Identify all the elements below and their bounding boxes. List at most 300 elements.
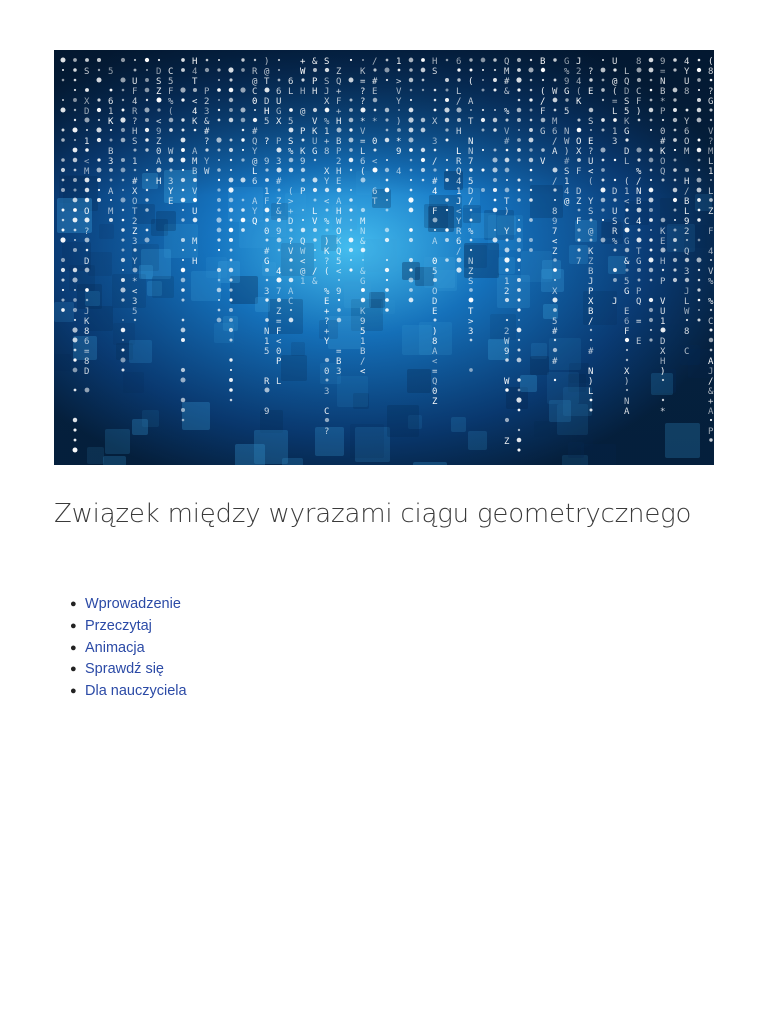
svg-text:#: # <box>252 127 258 137</box>
svg-text:V: V <box>708 267 714 277</box>
svg-text:<: < <box>276 337 282 347</box>
svg-text:S: S <box>468 277 474 287</box>
svg-text:P: P <box>276 357 282 367</box>
svg-text:Q: Q <box>660 167 666 177</box>
svg-text:9: 9 <box>336 287 342 297</box>
svg-text:2: 2 <box>504 327 510 337</box>
svg-text:N: N <box>564 127 570 137</box>
svg-text:+: + <box>708 397 714 407</box>
svg-text:4: 4 <box>192 67 198 77</box>
svg-text:*: * <box>132 277 138 287</box>
svg-text:B: B <box>336 357 342 367</box>
svg-text:#: # <box>264 247 270 257</box>
svg-text:B: B <box>588 267 594 277</box>
svg-text:?: ? <box>324 427 330 437</box>
svg-text:D: D <box>288 217 294 227</box>
svg-text:A: A <box>432 237 438 247</box>
svg-text:(: ( <box>588 177 594 187</box>
svg-text:X: X <box>576 147 582 157</box>
svg-text:U: U <box>132 77 138 87</box>
svg-text:/: / <box>360 357 366 367</box>
svg-text:U: U <box>588 157 594 167</box>
svg-text:O: O <box>132 197 138 207</box>
svg-text:A: A <box>156 157 162 167</box>
svg-text:K: K <box>300 147 306 157</box>
svg-text:3: 3 <box>132 297 138 307</box>
svg-text:Z: Z <box>432 397 438 407</box>
svg-text:E: E <box>660 237 666 247</box>
svg-text:=: = <box>84 347 90 357</box>
svg-text:1: 1 <box>300 277 306 287</box>
svg-text:?: ? <box>708 87 714 97</box>
svg-text:&: & <box>708 387 714 397</box>
svg-text:H: H <box>660 357 666 367</box>
table-of-contents <box>54 594 187 703</box>
svg-text:R: R <box>132 107 138 117</box>
svg-text:=: = <box>612 97 618 107</box>
svg-text:N: N <box>468 137 474 147</box>
svg-text:0: 0 <box>432 387 438 397</box>
svg-text:): ) <box>324 237 330 247</box>
svg-text:T: T <box>264 77 270 87</box>
svg-text:=: = <box>276 317 282 327</box>
svg-text:9: 9 <box>360 317 366 327</box>
svg-text:8: 8 <box>432 337 438 347</box>
svg-text:#: # <box>552 357 558 367</box>
svg-text:<: < <box>132 287 138 297</box>
svg-text:U: U <box>312 137 318 147</box>
svg-text:K: K <box>588 247 594 257</box>
svg-text:N: N <box>624 397 630 407</box>
svg-text:C: C <box>252 87 258 97</box>
svg-text:%: % <box>708 297 714 307</box>
svg-text:%: % <box>168 97 174 107</box>
svg-text:): ) <box>432 327 438 337</box>
svg-text:>: > <box>396 77 402 87</box>
svg-text:Q: Q <box>684 247 690 257</box>
svg-text:/: / <box>468 197 474 207</box>
svg-text:&: & <box>312 57 318 67</box>
svg-text:P: P <box>336 147 342 157</box>
svg-text:P: P <box>708 427 714 437</box>
svg-text:T: T <box>372 197 378 207</box>
svg-text:<: < <box>372 157 378 167</box>
svg-text:=: = <box>360 77 366 87</box>
svg-text:1: 1 <box>660 317 666 327</box>
svg-text:H: H <box>456 127 462 137</box>
svg-text:=: = <box>636 317 642 327</box>
svg-text:X: X <box>624 367 630 377</box>
svg-text:W: W <box>552 87 558 97</box>
svg-text:1: 1 <box>564 177 570 187</box>
toc-link-przeczytaj[interactable]: Przeczytaj <box>85 617 152 634</box>
svg-text:B: B <box>684 197 690 207</box>
svg-text:8: 8 <box>324 147 330 157</box>
svg-text:): ) <box>636 107 642 117</box>
svg-text:%: % <box>324 217 330 227</box>
svg-text:<: < <box>360 367 366 377</box>
svg-text:+: + <box>288 207 294 217</box>
svg-text:M: M <box>84 167 90 177</box>
hero-image <box>54 50 714 465</box>
svg-text:(: ( <box>468 77 474 87</box>
svg-text:M: M <box>108 207 114 217</box>
svg-text:3: 3 <box>432 137 438 147</box>
svg-text:Q: Q <box>456 167 462 177</box>
svg-text:9: 9 <box>264 407 270 417</box>
svg-text:H: H <box>432 57 438 67</box>
svg-text:9: 9 <box>660 57 666 67</box>
svg-text:R: R <box>252 67 258 77</box>
svg-text:O: O <box>576 137 582 147</box>
svg-text:6: 6 <box>288 77 294 87</box>
svg-text:B: B <box>636 197 642 207</box>
svg-text:6: 6 <box>276 87 282 97</box>
svg-text:X: X <box>276 117 282 127</box>
svg-text:X: X <box>660 347 666 357</box>
svg-text:A: A <box>708 357 714 367</box>
svg-text:%: % <box>324 287 330 297</box>
svg-text:5: 5 <box>168 77 174 87</box>
svg-text:K: K <box>660 227 666 237</box>
svg-text:V: V <box>288 247 294 257</box>
svg-text:T: T <box>132 207 138 217</box>
svg-text:S: S <box>324 77 330 87</box>
svg-text:(: ( <box>708 57 714 67</box>
svg-text:?: ? <box>588 147 594 157</box>
svg-text:1: 1 <box>324 127 330 137</box>
svg-text:L: L <box>684 297 690 307</box>
svg-text:J: J <box>84 307 90 317</box>
svg-text:?: ? <box>264 137 270 147</box>
toc-link-animacja[interactable]: Animacja <box>85 639 145 656</box>
svg-text:9: 9 <box>396 147 402 157</box>
svg-text:#: # <box>132 177 138 187</box>
svg-text:K: K <box>324 247 330 257</box>
svg-text:6: 6 <box>252 177 258 187</box>
svg-text:8: 8 <box>636 57 642 67</box>
svg-text:1: 1 <box>264 187 270 197</box>
svg-text:E: E <box>336 177 342 187</box>
svg-text:Y: Y <box>504 227 510 237</box>
svg-text:M: M <box>504 67 510 77</box>
svg-text:3: 3 <box>132 237 138 247</box>
svg-text:1: 1 <box>108 107 114 117</box>
svg-text:T: T <box>468 307 474 317</box>
svg-text:6: 6 <box>684 127 690 137</box>
svg-text:8: 8 <box>552 207 558 217</box>
svg-text:E: E <box>168 197 174 207</box>
svg-text:+: + <box>336 107 342 117</box>
svg-text:6: 6 <box>624 317 630 327</box>
svg-text:Z: Z <box>132 227 138 237</box>
svg-text:%: % <box>636 167 642 177</box>
svg-text:B: B <box>360 347 366 357</box>
svg-text:=: = <box>660 67 666 77</box>
svg-text:S: S <box>156 77 162 87</box>
svg-text:H: H <box>336 207 342 217</box>
svg-text:K: K <box>84 317 90 327</box>
bullet-icon: ● <box>70 619 77 632</box>
svg-text:?: ? <box>132 117 138 127</box>
svg-text:(: ( <box>288 187 294 197</box>
svg-text:1: 1 <box>84 137 90 147</box>
page-title: Związek między wyrazami ciągu geometrycznego <box>54 499 692 529</box>
svg-text:): ) <box>504 207 510 217</box>
svg-text:S: S <box>588 207 594 217</box>
svg-text:4: 4 <box>564 187 570 197</box>
svg-text:D: D <box>156 67 162 77</box>
svg-text:O: O <box>336 227 342 237</box>
svg-text:8: 8 <box>708 67 714 77</box>
svg-text:C: C <box>324 407 330 417</box>
svg-text:%: % <box>564 67 570 77</box>
svg-text:R: R <box>456 227 462 237</box>
svg-text:L: L <box>456 87 462 97</box>
svg-text:L: L <box>312 207 318 217</box>
svg-text:): ) <box>264 57 270 67</box>
svg-text:G: G <box>624 127 630 137</box>
svg-text:/: / <box>540 97 546 107</box>
svg-text:L: L <box>612 107 618 117</box>
svg-text:J: J <box>612 297 618 307</box>
svg-text:B: B <box>588 307 594 317</box>
toc-item-przeczytaj <box>70 616 187 638</box>
svg-text:N: N <box>264 327 270 337</box>
svg-text:S: S <box>624 97 630 107</box>
svg-text:E: E <box>636 337 642 347</box>
svg-text:Q: Q <box>252 137 258 147</box>
svg-text:S: S <box>612 217 618 227</box>
svg-text:4: 4 <box>192 107 198 117</box>
svg-text:M: M <box>192 157 198 167</box>
svg-text:9: 9 <box>300 157 306 167</box>
svg-text:B: B <box>336 137 342 147</box>
svg-text:<: < <box>336 267 342 277</box>
svg-text:0: 0 <box>264 227 270 237</box>
svg-text:D: D <box>624 147 630 157</box>
svg-text:P: P <box>312 77 318 87</box>
svg-text:F: F <box>708 227 714 237</box>
svg-text:W: W <box>168 147 174 157</box>
svg-text:B: B <box>660 87 666 97</box>
svg-text:#: # <box>504 77 510 87</box>
svg-text:Q: Q <box>624 77 630 87</box>
svg-text:0: 0 <box>372 137 378 147</box>
svg-text:D: D <box>264 97 270 107</box>
svg-text:#: # <box>372 77 378 87</box>
svg-text:M: M <box>192 237 198 247</box>
svg-text:Y: Y <box>396 97 402 107</box>
svg-text:?: ? <box>204 137 210 147</box>
svg-text:H: H <box>300 87 306 97</box>
svg-text:E: E <box>624 307 630 317</box>
toc-link-sprawdz-sie[interactable]: Sprawdź się <box>85 661 164 678</box>
svg-text:*: * <box>360 117 366 127</box>
svg-text:?: ? <box>324 317 330 327</box>
svg-text:2: 2 <box>204 97 210 107</box>
svg-text:/: / <box>684 187 690 197</box>
svg-text:L: L <box>624 67 630 77</box>
svg-text:(: ( <box>324 267 330 277</box>
svg-text:Q: Q <box>432 377 438 387</box>
svg-text:N: N <box>636 187 642 197</box>
svg-text:@: @ <box>252 77 258 87</box>
svg-text:#: # <box>564 157 570 167</box>
svg-text:?: ? <box>708 137 714 147</box>
svg-text:E: E <box>372 87 378 97</box>
svg-text:Q: Q <box>636 297 642 307</box>
svg-text:Q: Q <box>336 77 342 87</box>
svg-text:G: G <box>636 257 642 267</box>
svg-text:0: 0 <box>156 147 162 157</box>
svg-text:L: L <box>360 147 366 157</box>
svg-text:2: 2 <box>336 157 342 167</box>
svg-text:X: X <box>324 167 330 177</box>
svg-text:V: V <box>396 87 402 97</box>
svg-text:4: 4 <box>684 57 690 67</box>
svg-text:X: X <box>588 297 594 307</box>
svg-text:@: @ <box>300 107 306 117</box>
svg-text:(: ( <box>624 177 630 187</box>
svg-text:A: A <box>336 197 342 207</box>
svg-text:<: < <box>156 117 162 127</box>
svg-text:/: / <box>456 97 462 107</box>
svg-text:P: P <box>660 107 666 117</box>
svg-text:+: + <box>336 87 342 97</box>
svg-text:A: A <box>468 97 474 107</box>
svg-text:A: A <box>252 197 258 207</box>
svg-text:#: # <box>552 327 558 337</box>
svg-text:?: ? <box>360 87 366 97</box>
svg-text:<: < <box>624 197 630 207</box>
toc-link-dla-nauczyciela[interactable]: Dla nauczyciela <box>85 683 187 700</box>
svg-text:L: L <box>288 87 294 97</box>
svg-text:G: G <box>276 107 282 117</box>
svg-text:&: & <box>504 87 510 97</box>
svg-text:Z: Z <box>708 207 714 217</box>
svg-text:E: E <box>588 137 594 147</box>
svg-text:K: K <box>360 307 366 317</box>
svg-text:S: S <box>432 67 438 77</box>
svg-text:5: 5 <box>624 107 630 117</box>
svg-text:Y: Y <box>132 257 138 267</box>
svg-text:2: 2 <box>576 67 582 77</box>
svg-text:#: # <box>588 347 594 357</box>
svg-text:/: / <box>708 377 714 387</box>
svg-text:F: F <box>264 197 270 207</box>
svg-text:J: J <box>456 197 462 207</box>
toc-item-wprowadzenie <box>70 594 187 616</box>
svg-text:?: ? <box>288 237 294 247</box>
svg-text:3: 3 <box>684 267 690 277</box>
svg-text:2: 2 <box>504 287 510 297</box>
svg-text:(: ( <box>576 87 582 97</box>
svg-text:/: / <box>552 177 558 187</box>
svg-text:O: O <box>84 207 90 217</box>
svg-text:O: O <box>432 287 438 297</box>
svg-text:4: 4 <box>276 267 282 277</box>
svg-text:1: 1 <box>264 337 270 347</box>
svg-text:5: 5 <box>264 347 270 357</box>
svg-text:5: 5 <box>552 317 558 327</box>
svg-text:K: K <box>360 67 366 77</box>
svg-text:V: V <box>540 157 546 167</box>
svg-text:L: L <box>708 187 714 197</box>
svg-text:9: 9 <box>684 217 690 227</box>
svg-text:4: 4 <box>708 247 714 257</box>
svg-text:W: W <box>300 247 306 257</box>
svg-text:F: F <box>540 107 546 117</box>
svg-text:V: V <box>192 187 198 197</box>
svg-text:6: 6 <box>84 337 90 347</box>
svg-text:K: K <box>192 117 198 127</box>
svg-text:9: 9 <box>264 157 270 167</box>
svg-text:0: 0 <box>324 367 330 377</box>
svg-text:M: M <box>360 217 366 227</box>
svg-text:3: 3 <box>468 327 474 337</box>
svg-text:C: C <box>684 347 690 357</box>
svg-text:(: ( <box>540 87 546 97</box>
svg-text:P: P <box>276 137 282 147</box>
svg-text:U: U <box>660 307 666 317</box>
svg-text:+: + <box>324 307 330 317</box>
svg-text:#: # <box>504 137 510 147</box>
svg-text:W: W <box>204 167 210 177</box>
svg-text:@: @ <box>588 227 594 237</box>
svg-text:#: # <box>204 127 210 137</box>
svg-text:H: H <box>192 257 198 267</box>
svg-text:/: / <box>312 267 318 277</box>
toc-link-wprowadzenie[interactable]: Wprowadzenie <box>85 596 181 612</box>
bullet-icon: ● <box>70 685 77 698</box>
svg-text:K: K <box>660 147 666 157</box>
svg-text:&: & <box>204 117 210 127</box>
svg-text:U: U <box>192 207 198 217</box>
svg-text:(: ( <box>612 87 618 97</box>
svg-text:Y: Y <box>252 147 258 157</box>
svg-text:/: / <box>552 137 558 147</box>
svg-text:*: * <box>372 117 378 127</box>
svg-text:8: 8 <box>84 357 90 367</box>
svg-text:K: K <box>336 237 342 247</box>
bullet-icon: ● <box>70 663 77 676</box>
svg-text:5: 5 <box>624 277 630 287</box>
svg-text:%: % <box>708 277 714 287</box>
svg-text:1: 1 <box>624 187 630 197</box>
svg-text:A: A <box>552 147 558 157</box>
svg-text:3: 3 <box>168 177 174 187</box>
svg-text:S: S <box>288 137 294 147</box>
svg-text:5: 5 <box>336 257 342 267</box>
svg-text:%: % <box>504 107 510 117</box>
svg-text:P: P <box>300 127 306 137</box>
svg-text:1: 1 <box>396 57 402 67</box>
svg-text:C: C <box>288 297 294 307</box>
svg-text:A: A <box>288 287 294 297</box>
svg-text:<: < <box>456 207 462 217</box>
svg-text:?: ? <box>324 257 330 267</box>
svg-text:D: D <box>84 367 90 377</box>
svg-text:C: C <box>624 217 630 227</box>
svg-text:3: 3 <box>264 287 270 297</box>
svg-text:>: > <box>288 197 294 207</box>
svg-text:R: R <box>456 157 462 167</box>
svg-text:W: W <box>504 337 510 347</box>
svg-text:H: H <box>684 177 690 187</box>
svg-text:(: ( <box>360 167 366 177</box>
svg-text:H: H <box>660 257 666 267</box>
